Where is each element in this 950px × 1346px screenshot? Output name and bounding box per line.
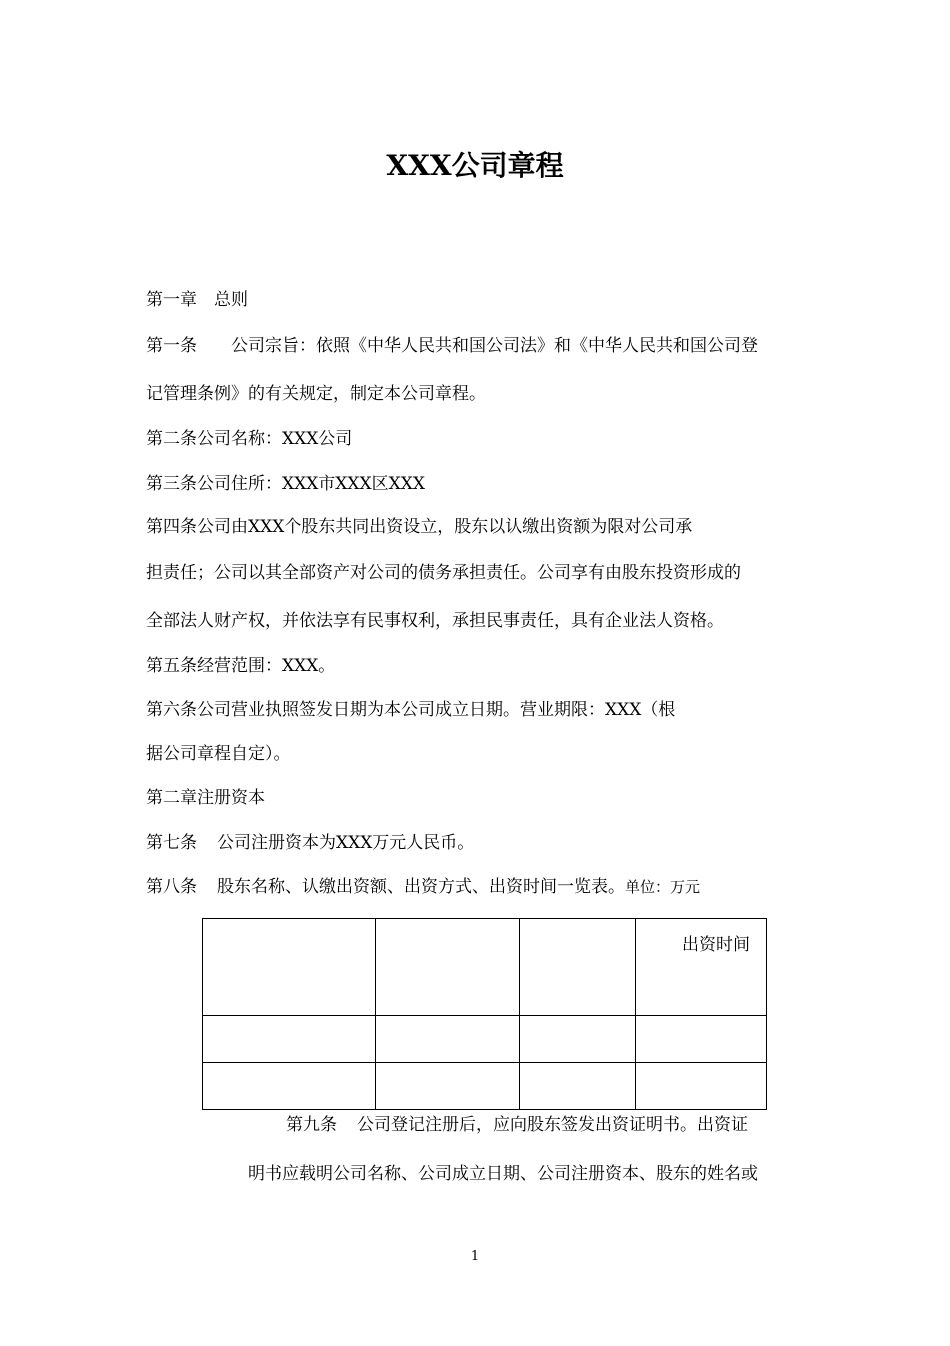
article-8-unit: 单位：万元 [625, 878, 701, 896]
article-8-label: 第八条 [146, 877, 197, 897]
article-2: 第二条公司名称：XXX公司 [146, 429, 353, 449]
table-cell [636, 1016, 767, 1063]
article-9 [286, 1113, 748, 1137]
table-header-cell-contribution-time [636, 919, 767, 1016]
chapter-2-heading: 第二章注册资本 [146, 788, 265, 808]
article-6-line-1: 第六条公司营业执照签发日期为本公司成立日期。营业期限：XXX（根 [146, 700, 676, 720]
article-8-text: 股东名称、认缴出资额、出资方式、出资时间一览表。 [217, 877, 625, 897]
table-row [203, 1016, 767, 1063]
table-header-row [203, 919, 767, 1016]
article-4-line-2: 担责任；公司以其全部资产对公司的债务承担责任。公司享有由股东投资形成的 [146, 563, 741, 583]
table-cell [203, 1063, 376, 1110]
article-1-continued: 记管理条例》的有关规定，制定本公司章程。 [146, 384, 486, 404]
article-9-text: 公司登记注册后，应向股东签发出资证明书。出资证 [357, 1115, 748, 1135]
table-cell [376, 1016, 520, 1063]
article-6-line-2: 据公司章程自定）。 [146, 744, 291, 764]
chapter-1-heading: 第一章 总则 [146, 290, 248, 310]
table-cell [203, 1016, 376, 1063]
article-1 [146, 334, 758, 358]
shareholder-contribution-table [202, 918, 767, 1110]
table-cell [376, 1063, 520, 1110]
article-7 [146, 831, 474, 855]
contribution-time-label: 出资时间 [682, 935, 750, 955]
article-1-label: 第一条 [146, 336, 197, 356]
article-4-line-3: 全部法人财产权，并依法享有民事权利，承担民事责任，具有企业法人资格。 [146, 611, 724, 631]
table-cell [520, 1016, 636, 1063]
table-cell [520, 1063, 636, 1110]
article-7-text: 公司注册资本为XXX万元人民币。 [217, 833, 475, 853]
table-row [203, 1063, 767, 1110]
table-cell [636, 1063, 767, 1110]
article-9-continued: 明书应载明公司名称、公司成立日期、公司注册资本、股东的姓名或 [248, 1164, 758, 1184]
article-8 [146, 875, 700, 899]
article-5: 第五条经营范围：XXX。 [146, 656, 336, 676]
document-title: XXX公司章程 [386, 149, 564, 182]
article-1-text: 公司宗旨：依照《中华人民共和国公司法》和《中华人民共和国公司登 [231, 336, 758, 356]
article-9-label: 第九条 [286, 1115, 337, 1135]
table-header-cell [376, 919, 520, 1016]
article-4-line-1: 第四条公司由XXX个股东共同出资设立，股东以认缴出资额为限对公司承 [146, 517, 693, 537]
table-header-cell [520, 919, 636, 1016]
article-7-label: 第七条 [146, 833, 197, 853]
table-header-cell [203, 919, 376, 1016]
page-number: 1 [470, 1249, 480, 1264]
article-3: 第三条公司住所：XXX市XXX区XXX [146, 474, 425, 494]
